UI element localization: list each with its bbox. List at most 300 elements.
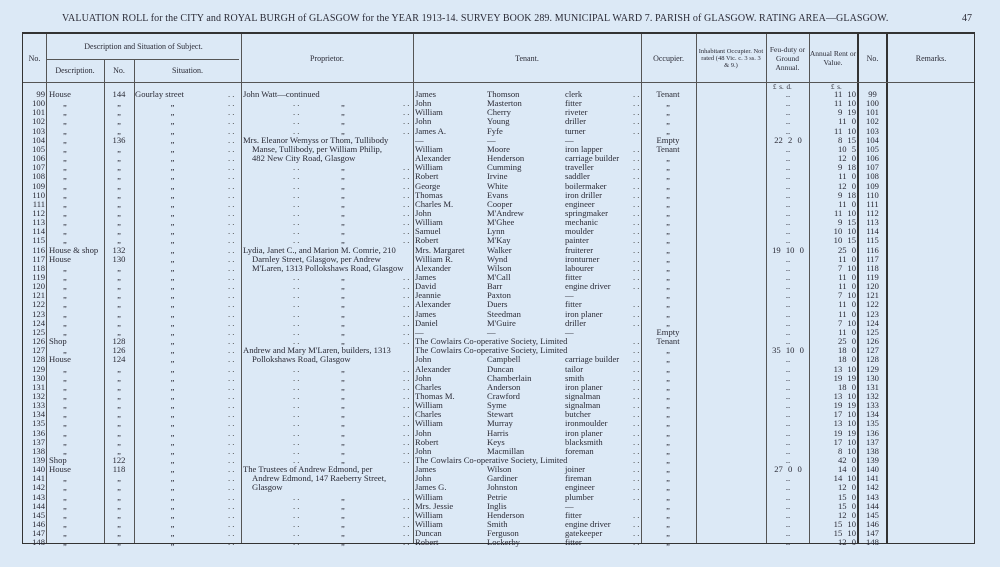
- occupier: „: [666, 381, 670, 392]
- row-number-right: 105: [866, 143, 879, 154]
- row-number: 120: [32, 281, 45, 292]
- leader-dots: . .: [293, 381, 300, 392]
- leader-dots: . .: [228, 326, 235, 337]
- tenant-first-name: Charles: [415, 381, 442, 392]
- tenant-first-name: William: [415, 143, 443, 154]
- annual-rent: 12 0: [837, 509, 856, 520]
- street-number: 144: [112, 89, 126, 99]
- feu-duty: ..: [785, 116, 791, 127]
- occupier: „: [666, 482, 670, 493]
- row-number-right: 115: [866, 235, 879, 246]
- proprietor-ditto: „: [341, 116, 345, 127]
- row-number-right: 119: [866, 272, 879, 282]
- leader-dots: . .: [403, 509, 410, 520]
- leader-dots: . .: [228, 299, 235, 310]
- row-number: 127: [32, 345, 45, 356]
- row-number: 146: [32, 519, 45, 530]
- row-number: 112: [32, 207, 45, 218]
- street-number: „: [117, 299, 121, 310]
- description: „: [63, 272, 67, 282]
- row-number: 106: [32, 153, 45, 164]
- occupier: „: [666, 290, 670, 301]
- tenant-first-name: John: [415, 207, 432, 218]
- annual-rent: 15 10: [833, 528, 856, 539]
- leader-dots: . .: [228, 336, 235, 347]
- feu-duty: 19 10 0: [772, 244, 804, 255]
- feu-duty: ..: [785, 317, 791, 328]
- proprietor: Mrs. Eleanor Wemyss or Thom, Tullibody: [243, 134, 389, 145]
- description: „: [63, 390, 67, 401]
- tenant-occupation: moulder: [565, 226, 594, 237]
- leader-dots: . .: [633, 363, 640, 374]
- row-number-right: 129: [866, 363, 879, 374]
- row-number-right: 144: [866, 500, 879, 511]
- tenant-first-name: Duncan: [415, 528, 442, 539]
- tenant-occupation: tailor: [565, 363, 584, 374]
- leader-dots: . .: [228, 262, 235, 273]
- row-number-right: 113: [866, 217, 879, 228]
- situation: „: [170, 171, 175, 182]
- leader-dots: . .: [228, 528, 235, 539]
- proprietor-ditto: „: [341, 418, 345, 429]
- description: „: [63, 409, 67, 420]
- leader-dots: . .: [228, 400, 235, 411]
- leader-dots: . .: [403, 445, 410, 456]
- col-header-description-group: Description and Situation of Subject.: [84, 42, 203, 51]
- description: „: [63, 400, 67, 411]
- row-number-right: 110: [866, 189, 879, 200]
- tenant-occupation: signalman: [565, 400, 601, 411]
- tenant-occupation: driller: [565, 116, 586, 127]
- tenant-occupation: ironmoulder: [565, 418, 608, 429]
- proprietor-ditto: „: [341, 299, 345, 310]
- feu-duty: ..: [785, 226, 791, 237]
- tenant-surname: Inglis: [487, 500, 507, 511]
- street-number: „: [117, 162, 121, 173]
- occupier: „: [666, 235, 670, 246]
- row-number-right: 120: [866, 281, 879, 292]
- row-number-right: 135: [866, 418, 879, 429]
- description: House: [49, 464, 71, 475]
- street-number: „: [117, 272, 121, 282]
- row-number-right: 139: [866, 455, 879, 465]
- annual-rent: 17 10: [833, 409, 856, 420]
- row-number: 138: [32, 445, 45, 456]
- street-number: „: [117, 509, 121, 520]
- leader-dots: . .: [403, 226, 410, 237]
- leader-dots: . .: [403, 281, 410, 292]
- table-row: [23, 538, 976, 547]
- row-number-right: 131: [866, 381, 879, 392]
- row-number: 128: [32, 354, 45, 365]
- description: „: [63, 180, 67, 191]
- occupier: „: [666, 390, 670, 401]
- leader-dots: . .: [633, 436, 640, 447]
- row-number-right: 126: [866, 336, 879, 347]
- annual-rent: 14 10: [833, 473, 856, 484]
- description: „: [63, 317, 67, 328]
- situation: „: [170, 381, 175, 392]
- leader-dots: . .: [228, 244, 235, 255]
- row-number-right: 141: [866, 473, 879, 484]
- occupier: „: [666, 491, 670, 502]
- tenant-first-name: William: [415, 400, 443, 411]
- tenant-first-name: William: [415, 519, 443, 530]
- leader-dots: . .: [633, 262, 640, 273]
- leader-dots: . .: [633, 473, 640, 484]
- leader-dots: . .: [228, 253, 235, 264]
- leader-dots: . .: [228, 390, 235, 401]
- feu-duty: ..: [785, 180, 791, 191]
- feu-duty: ..: [785, 207, 791, 218]
- leader-dots: . .: [293, 281, 300, 292]
- leader-dots: . .: [228, 98, 235, 109]
- row-number-right: 136: [866, 427, 879, 438]
- leader-dots: . .: [633, 400, 640, 411]
- feu-duty: ..: [785, 409, 791, 420]
- feu-duty: ..: [785, 436, 791, 447]
- occupier: Empty: [656, 326, 680, 337]
- tenant-occupation: fitter: [565, 537, 582, 548]
- row-number: 115: [32, 235, 45, 246]
- occupier: „: [666, 455, 670, 465]
- row-number: 129: [32, 363, 45, 374]
- leader-dots: . .: [633, 418, 640, 429]
- street-number: 128: [112, 336, 126, 347]
- street-number: „: [117, 482, 121, 493]
- leader-dots: . .: [403, 125, 410, 136]
- tenant-occupation: traveller: [565, 162, 594, 173]
- proprietor-ditto: „: [341, 207, 345, 218]
- row-number-right: 138: [866, 445, 879, 456]
- tenant-first-name: John: [415, 473, 432, 484]
- tenant-first-name: John: [415, 372, 432, 383]
- leader-dots: . .: [633, 235, 640, 246]
- leader-dots: . .: [228, 482, 235, 493]
- row-number-right: 107: [866, 162, 879, 173]
- description: „: [63, 207, 67, 218]
- tenant-occupation: carriage builder: [565, 354, 620, 365]
- row-number: 141: [32, 473, 45, 484]
- leader-dots: . .: [633, 125, 640, 136]
- tenant-surname: Cherry: [487, 107, 511, 118]
- feu-duty: ..: [785, 262, 791, 273]
- annual-rent: 15 0: [837, 500, 856, 511]
- leader-dots: . .: [403, 290, 410, 301]
- tenant-surname: Wilson: [487, 464, 512, 475]
- tenant-first-name: The Cowlairs Co-operative Society, Limited: [415, 345, 568, 356]
- description: „: [63, 171, 67, 182]
- leader-dots: . .: [293, 390, 300, 401]
- tenant-occupation: iron planer: [565, 381, 603, 392]
- proprietor-ditto: „: [341, 390, 345, 401]
- tenant-first-name: The Cowlairs Co-operative Society, Limited: [415, 336, 568, 347]
- situation: „: [170, 537, 175, 548]
- proprietor: Lydia, Janet C., and Marion M. Comrie, 210: [243, 244, 396, 255]
- annual-rent: 10 5: [837, 143, 856, 154]
- tenant-surname: Syme: [487, 400, 507, 411]
- street-number: 130: [112, 253, 126, 264]
- row-number: 147: [32, 528, 45, 539]
- feu-duty: ..: [785, 281, 791, 292]
- leader-dots: . .: [293, 217, 300, 228]
- tenant-occupation: blacksmith: [565, 436, 603, 447]
- leader-dots: . .: [228, 217, 235, 228]
- tenant-surname: Paxton: [487, 290, 511, 301]
- row-number: 118: [32, 262, 45, 273]
- description: „: [63, 308, 67, 319]
- situation: „: [170, 143, 175, 154]
- leader-dots: . .: [228, 162, 235, 173]
- leader-dots: . .: [403, 235, 410, 246]
- proprietor-ditto: „: [341, 308, 345, 319]
- leader-dots: . .: [228, 317, 235, 328]
- row-number: 105: [32, 143, 45, 154]
- leader-dots: . .: [633, 180, 640, 191]
- street-number: „: [117, 400, 121, 411]
- tenant-first-name: Robert: [415, 171, 439, 182]
- street-number: 122: [112, 455, 126, 465]
- situation: „: [170, 455, 175, 465]
- situation: „: [170, 226, 175, 237]
- occupier: „: [666, 226, 670, 237]
- leader-dots: . .: [228, 455, 235, 465]
- leader-dots: . .: [633, 162, 640, 173]
- proprietor-ditto: „: [341, 427, 345, 438]
- annual-rent: 15 10: [833, 519, 856, 530]
- tenant-first-name: William: [415, 162, 443, 173]
- tenant-first-name: Thomas M.: [415, 390, 455, 401]
- occupier: „: [666, 528, 670, 539]
- row-number-right: 133: [866, 400, 879, 411]
- row-number: 135: [32, 418, 45, 429]
- situation: „: [170, 272, 175, 282]
- leader-dots: . .: [293, 107, 300, 118]
- leader-dots: . .: [633, 528, 640, 539]
- tenant-occupation: carriage builder: [565, 153, 620, 164]
- tenant-first-name: John: [415, 445, 432, 456]
- leader-dots: . .: [403, 436, 410, 447]
- tenant-surname: Johnston: [487, 482, 518, 493]
- leader-dots: . .: [633, 491, 640, 502]
- leader-dots: . .: [228, 281, 235, 292]
- situation: „: [170, 336, 175, 347]
- tenant-occupation: fitter: [565, 98, 582, 109]
- leader-dots: . .: [403, 162, 410, 173]
- col-header-description: Description.: [55, 66, 95, 75]
- row-number: 140: [32, 464, 45, 475]
- row-number-right: 122: [866, 299, 879, 310]
- leader-dots: . .: [633, 409, 640, 420]
- tenant-occupation: engineer: [565, 198, 595, 209]
- annual-rent: 18 0: [837, 345, 856, 356]
- row-number-right: 103: [866, 125, 879, 136]
- annual-rent: 11 10: [833, 207, 856, 218]
- occupier: „: [666, 317, 670, 328]
- feu-duty: ..: [785, 98, 791, 109]
- occupier: „: [666, 207, 670, 218]
- row-number-right: 112: [866, 207, 879, 218]
- tenant-first-name: James A.: [415, 125, 447, 136]
- row-number-right: 134: [866, 409, 879, 420]
- leader-dots: . .: [293, 226, 300, 237]
- proprietor-ditto: „: [341, 198, 345, 209]
- tenant-occupation: fruiterer: [565, 244, 594, 255]
- feu-duty: ..: [785, 491, 791, 502]
- annual-rent: 11 10: [833, 125, 856, 136]
- tenant-occupation: butcher: [565, 409, 591, 420]
- situation: „: [170, 180, 175, 191]
- annual-rent: 7 10: [837, 262, 856, 273]
- description: „: [63, 491, 67, 502]
- leader-dots: . .: [293, 528, 300, 539]
- table-row: [23, 319, 976, 328]
- row-number: 99: [36, 89, 45, 99]
- situation: „: [170, 473, 175, 484]
- description: Shop: [49, 455, 67, 465]
- feu-duty: ..: [785, 363, 791, 374]
- tenant-surname: Wynd: [487, 253, 508, 264]
- leader-dots: . .: [293, 198, 300, 209]
- occupier: „: [666, 354, 670, 365]
- proprietor-ditto: „: [341, 317, 345, 328]
- proprietor-ditto: „: [341, 537, 345, 548]
- proprietor: M'Laren, 1313 Pollokshaws Road, Glasgow: [252, 262, 404, 273]
- leader-dots: . .: [228, 418, 235, 429]
- leader-dots: . .: [293, 537, 300, 548]
- leader-dots: . .: [228, 272, 235, 282]
- street-number: 124: [112, 354, 126, 365]
- annual-rent: 19 19: [833, 400, 856, 411]
- leader-dots: . .: [293, 98, 300, 109]
- tenant-occupation: labourer: [565, 262, 594, 273]
- occupier: Empty: [656, 134, 680, 145]
- situation: „: [170, 207, 175, 218]
- row-number: 101: [32, 107, 45, 118]
- row-number: 109: [32, 180, 45, 191]
- proprietor-ditto: „: [341, 409, 345, 420]
- situation: „: [170, 244, 175, 255]
- proprietor: Glasgow: [252, 482, 283, 493]
- tenant-first-name: William: [415, 107, 443, 118]
- situation: „: [170, 500, 175, 511]
- street-number: 118: [112, 464, 126, 475]
- tenant-first-name: John: [415, 427, 432, 438]
- leader-dots: . .: [293, 180, 300, 191]
- leader-dots: . .: [293, 308, 300, 319]
- leader-dots: . .: [633, 153, 640, 164]
- row-number-right: 145: [866, 509, 879, 520]
- annual-rent: 12 0: [837, 537, 856, 548]
- leader-dots: . .: [403, 390, 410, 401]
- tenant-first-name: Robert: [415, 436, 439, 447]
- street-number: „: [117, 290, 121, 301]
- occupier: „: [666, 418, 670, 429]
- feu-duty: ..: [785, 537, 791, 548]
- tenant-occupation: —: [565, 290, 574, 301]
- feu-duty: ..: [785, 326, 791, 337]
- feu-duty: ..: [785, 354, 791, 365]
- row-number: 139: [32, 455, 45, 465]
- tenant-surname: Steedman: [487, 308, 521, 319]
- leader-dots: . .: [403, 317, 410, 328]
- leader-dots: . .: [228, 445, 235, 456]
- row-number-right: 117: [866, 253, 879, 264]
- row-number-right: 137: [866, 436, 879, 447]
- proprietor-ditto: „: [341, 500, 345, 511]
- leader-dots: . .: [228, 226, 235, 237]
- tenant-occupation: —: [565, 326, 574, 337]
- col-header-annual-rent: Annual Rent or Value.: [809, 49, 857, 67]
- tenant-first-name: James: [415, 89, 437, 99]
- proprietor-ditto: „: [341, 107, 345, 118]
- street-number: „: [117, 235, 121, 246]
- description: „: [63, 372, 67, 383]
- proprietor-ditto: „: [341, 162, 345, 173]
- situation: „: [170, 363, 175, 374]
- description: „: [63, 143, 67, 154]
- tenant-first-name: Charles: [415, 409, 442, 420]
- feu-duty: ..: [785, 162, 791, 173]
- annual-rent: 19 19: [833, 372, 856, 383]
- leader-dots: . .: [228, 491, 235, 502]
- leader-dots: . .: [228, 308, 235, 319]
- occupier: „: [666, 519, 670, 530]
- leader-dots: . .: [228, 116, 235, 127]
- street-number: „: [117, 326, 121, 337]
- description: „: [63, 162, 67, 173]
- tenant-occupation: boilermaker: [565, 180, 607, 191]
- proprietor: Darnley Street, Glasgow, per Andrew: [252, 253, 381, 264]
- row-number-right: 100: [866, 98, 879, 109]
- leader-dots: . .: [633, 98, 640, 109]
- description: „: [63, 418, 67, 429]
- leader-dots: . .: [228, 290, 235, 301]
- feu-duty: ..: [785, 272, 791, 282]
- proprietor-ditto: „: [341, 491, 345, 502]
- leader-dots: . .: [633, 445, 640, 456]
- proprietor: The Trustees of Andrew Edmond, per: [243, 464, 373, 475]
- row-number-right: 142: [866, 482, 879, 493]
- annual-rent: 14 0: [837, 464, 856, 475]
- leader-dots: . .: [228, 89, 235, 99]
- annual-rent: 11 0: [838, 299, 856, 310]
- tenant-first-name: Alexander: [415, 363, 451, 374]
- leader-dots: . .: [293, 326, 300, 337]
- description: „: [63, 473, 67, 484]
- annual-rent: 11 0: [838, 253, 856, 264]
- tenant-occupation: smith: [565, 372, 585, 383]
- feu-duty: ..: [785, 153, 791, 164]
- annual-rent: 10 10: [833, 226, 856, 237]
- feu-duty: ..: [785, 171, 791, 182]
- tenant-surname: Henderson: [487, 509, 525, 520]
- leader-dots: . .: [633, 198, 640, 209]
- leader-dots: . .: [403, 400, 410, 411]
- row-number-right: 121: [866, 290, 879, 301]
- col-header-tenant: Tenant.: [515, 53, 539, 63]
- leader-dots: . .: [228, 189, 235, 200]
- street-number: „: [117, 500, 121, 511]
- feu-duty: ..: [785, 390, 791, 401]
- leader-dots: . .: [228, 207, 235, 218]
- leader-dots: . .: [633, 345, 640, 356]
- leader-dots: . .: [403, 308, 410, 319]
- tenant-surname: Campbell: [487, 354, 521, 365]
- feu-duty: ..: [785, 500, 791, 511]
- description: „: [63, 326, 67, 337]
- leader-dots: . .: [228, 409, 235, 420]
